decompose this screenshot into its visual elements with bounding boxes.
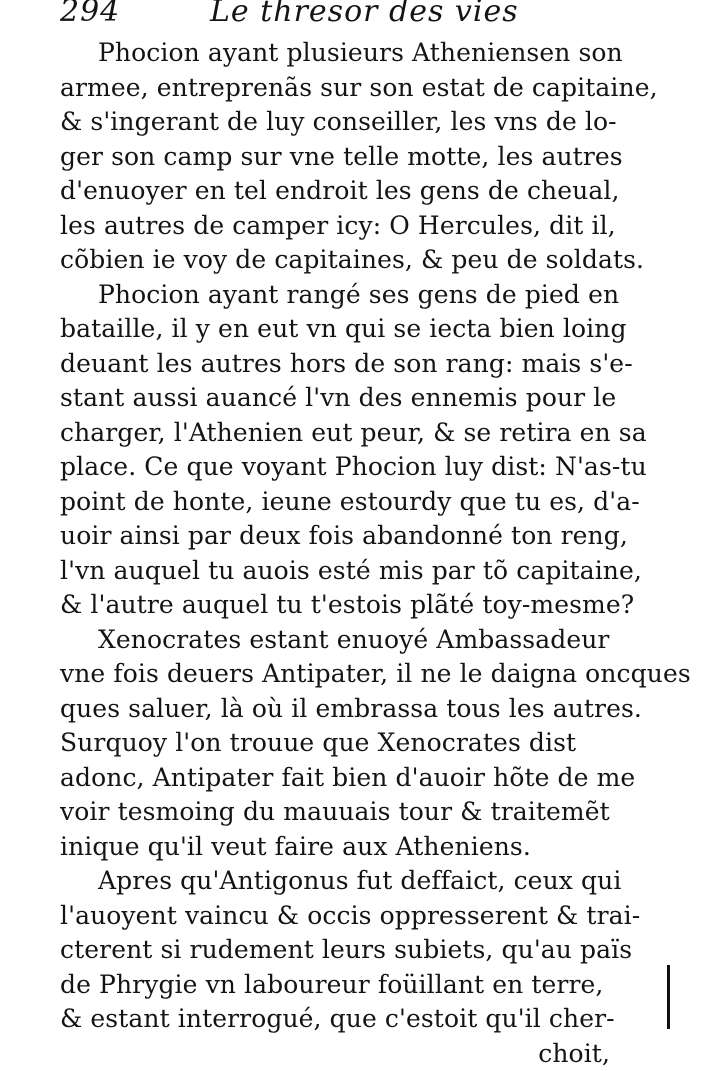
paragraph-4-line: Apres qu'Antigonus fut deffaict, ceux qui bbox=[60, 864, 620, 899]
paragraph-3-line: adonc, Antipater fait bien d'auoir hõte de me bbox=[60, 761, 620, 796]
page-number: 294 bbox=[60, 0, 120, 29]
page-header bbox=[60, 0, 660, 34]
paragraph-2-line: uoir ainsi par deux fois abandonné ton reng, bbox=[60, 519, 620, 554]
paragraph-3-line: Surquoy l'on trouue que Xenocrates dist bbox=[60, 726, 620, 761]
paragraph-4-line: cterent si rudement leurs subiets, qu'au païs bbox=[60, 933, 620, 968]
paragraph-3-line: inique qu'il veut faire aux Atheniens. bbox=[60, 830, 620, 865]
running-title: Le thresor des vies bbox=[210, 0, 519, 29]
paragraph-2-line: & l'autre auquel tu t'estois plãté toy-mesme? bbox=[60, 588, 620, 623]
paragraph-1-line: cõbien ie voy de capitaines, & peu de soldats. bbox=[60, 243, 620, 278]
paragraph-2-line: point de honte, ieune estourdy que tu es, d'a- bbox=[60, 485, 620, 520]
paragraph-3-line: ques saluer, là où il embrassa tous les autres. bbox=[60, 692, 620, 727]
paragraph-2-line: charger, l'Athenien eut peur, & se retira en sa bbox=[60, 416, 620, 451]
paragraph-2-line: bataille, il y en eut vn qui se iecta bien loing bbox=[60, 312, 620, 347]
paragraph-3-line: Xenocrates estant enuoyé Ambassadeur bbox=[60, 623, 620, 658]
body-text bbox=[60, 36, 620, 1071]
paragraph-4-line: choit, bbox=[60, 1037, 620, 1071]
paragraph-3-line: voir tesmoing du mauuais tour & traitemẽt bbox=[60, 795, 620, 830]
paragraph-1-line: ger son camp sur vne telle motte, les autres bbox=[60, 140, 620, 175]
paragraph-2-line: Phocion ayant rangé ses gens de pied en bbox=[60, 278, 620, 313]
paragraph-2-line: place. Ce que voyant Phocion luy dist: N'as-tu bbox=[60, 450, 620, 485]
paragraph-2-line: stant aussi auancé l'vn des ennemis pour le bbox=[60, 381, 620, 416]
paragraph-1-line: Phocion ayant plusieurs Atheniensen son bbox=[60, 36, 620, 71]
paragraph-4-line: de Phrygie vn laboureur foüillant en terre, bbox=[60, 968, 620, 1003]
paragraph-1-line: d'enuoyer en tel endroit les gens de cheual, bbox=[60, 174, 620, 209]
paragraph-2-line: l'vn auquel tu auois esté mis par tõ capitaine, bbox=[60, 554, 620, 589]
paragraph-2-line: deuant les autres hors de son rang: mais s'e- bbox=[60, 347, 620, 382]
paragraph-1-line: armee, entreprenãs sur son estat de capitaine, bbox=[60, 71, 620, 106]
paragraph-3-line: vne fois deuers Antipater, il ne le daigna oncques bbox=[60, 657, 620, 692]
paragraph-1-line: les autres de camper icy: O Hercules, dit il, bbox=[60, 209, 620, 244]
paragraph-4-line: & estant interrogué, que c'estoit qu'il cher- bbox=[60, 1002, 620, 1037]
paragraph-1-line: & s'ingerant de luy conseiller, les vns de lo- bbox=[60, 105, 620, 140]
paragraph-4-line: l'auoyent vaincu & occis oppresserent & trai- bbox=[60, 899, 620, 934]
page-binding-edge bbox=[667, 965, 670, 1029]
